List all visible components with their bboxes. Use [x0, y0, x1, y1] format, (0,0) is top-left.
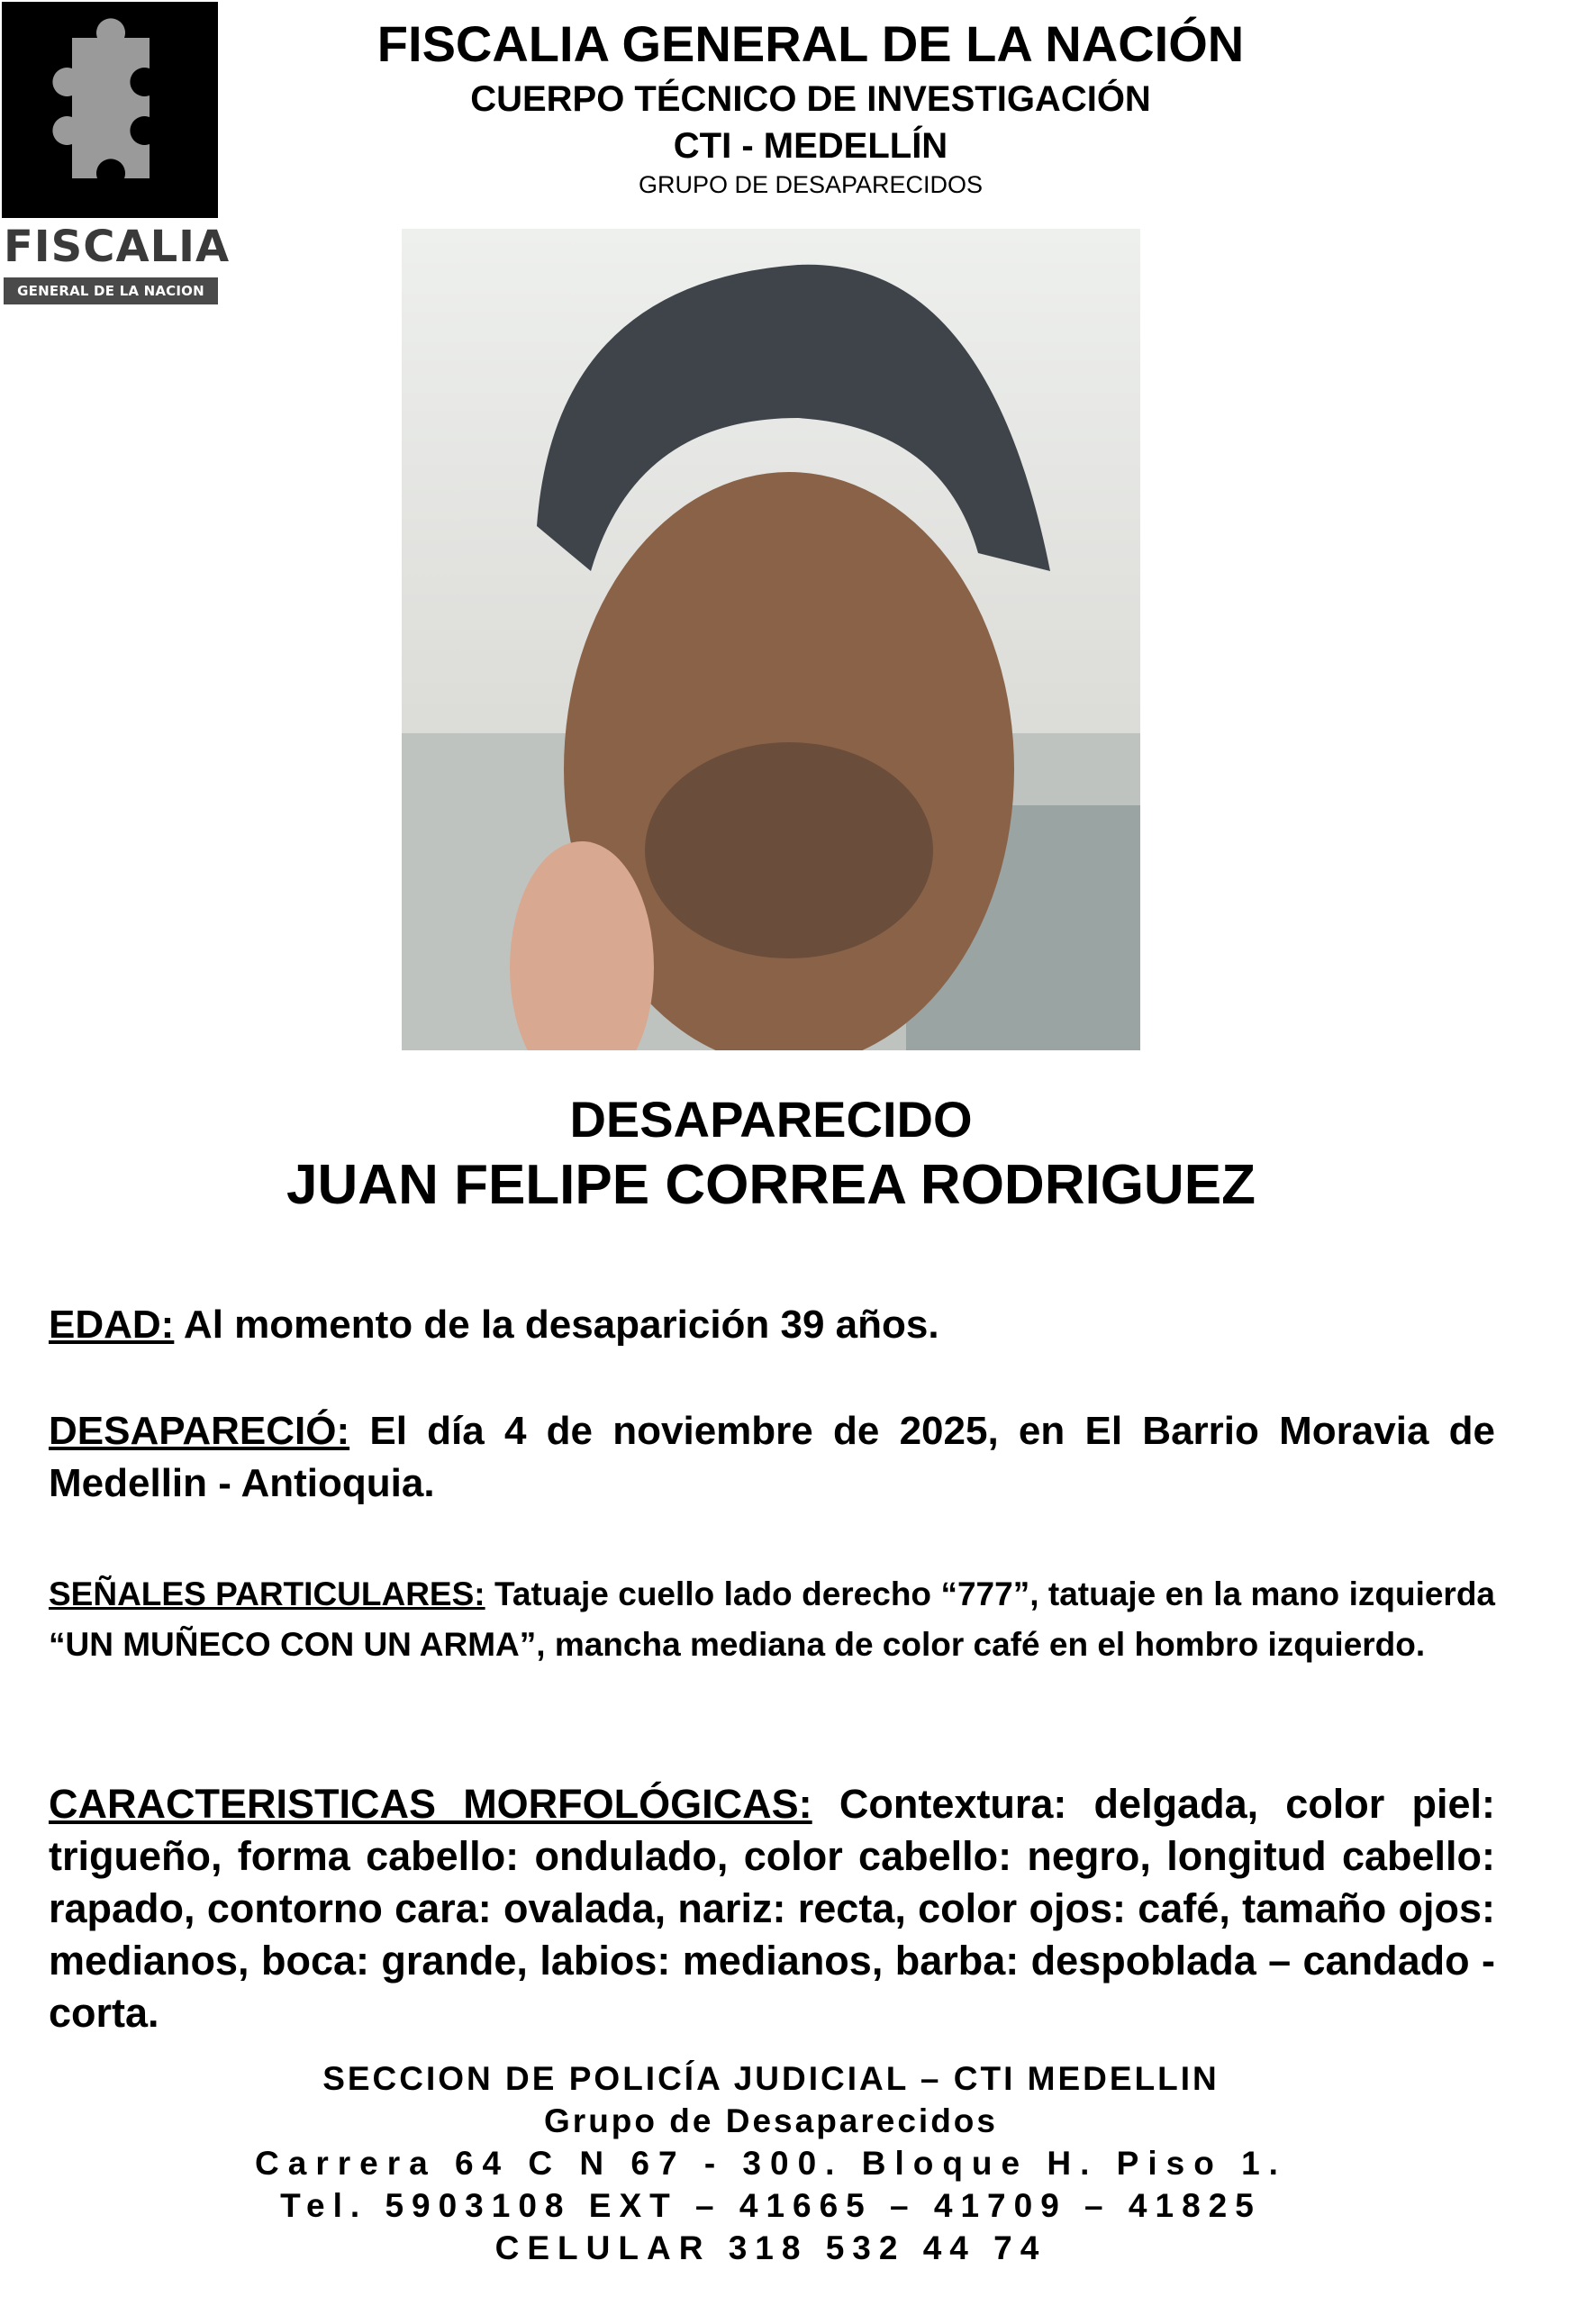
disappearance-text: El día 4 de noviembre de 2025, en El Barrio Moravia de Medellin - Antioquia.	[49, 1409, 1495, 1505]
poster-title	[0, 1088, 1542, 1220]
puzzle-piece-icon	[2, 2, 218, 218]
morphology-paragraph	[49, 1778, 1495, 2039]
morphology-text: Contextura: delgada, color piel: trigueño, forma cabello: ondulado, color cabello: negro, longitud cabello: rapado, contorno cara: ovalada, nariz: recta, color ojos: café, tamaño ojos: medianos, boca: grande, labios: medianos, barba: despoblada – candado - corta.	[49, 1781, 1495, 2036]
distinguishing-marks-text: Tatuaje cuello lado derecho “777”, tatuaje en la mano izquierda “UN MUÑECO CON UN ARMA”, mancha mediana de color café en el hombro izquierdo.	[49, 1575, 1496, 1663]
age-paragraph	[49, 1299, 1495, 1351]
disappearance-label: DESAPARECIÓ:	[49, 1409, 350, 1453]
age-label: EDAD:	[49, 1303, 175, 1347]
contact-footer	[0, 2057, 1542, 2269]
header-city: CTI - MEDELLÍN	[673, 126, 948, 166]
person-name: JUAN FELIPE CORREA RODRIGUEZ	[286, 1154, 1256, 1216]
distinguishing-marks-paragraph	[49, 1569, 1495, 1670]
document-header	[270, 13, 1351, 200]
logo-subtitle: GENERAL DE LA NACION	[4, 277, 218, 304]
puzzle-logo-mark	[2, 2, 218, 218]
logo-wordmark: FISCALIA	[4, 222, 231, 272]
header-group: GRUPO DE DESAPARECIDOS	[638, 171, 984, 198]
fiscalia-logo	[2, 2, 231, 304]
header-corps: CUERPO TÉCNICO DE INVESTIGACIÓN	[470, 79, 1151, 119]
header-institution: FISCALIA GENERAL DE LA NACIÓN	[376, 15, 1245, 72]
status-heading: DESAPARECIDO	[569, 1091, 973, 1148]
footer-mobile: CELULAR 318 532 44 74	[494, 2229, 1047, 2266]
footer-section: SECCION DE POLICÍA JUDICIAL – CTI MEDELLIN	[322, 2060, 1220, 2097]
morphology-label: CARACTERISTICAS MORFOLÓGICAS:	[49, 1781, 812, 1827]
distinguishing-marks-label: SEÑALES PARTICULARES:	[49, 1575, 485, 1612]
footer-group: Grupo de Desaparecidos	[544, 2102, 998, 2139]
age-text: Al momento de la desaparición 39 años.	[174, 1303, 939, 1347]
missing-person-photo	[402, 229, 1140, 1050]
footer-address: Carrera 64 C N 67 - 300. Bloque H. Piso 1.	[255, 2145, 1287, 2182]
footer-phone: Tel. 5903108 EXT – 41665 – 41709 – 41825	[280, 2187, 1262, 2224]
disappearance-paragraph	[49, 1405, 1495, 1510]
